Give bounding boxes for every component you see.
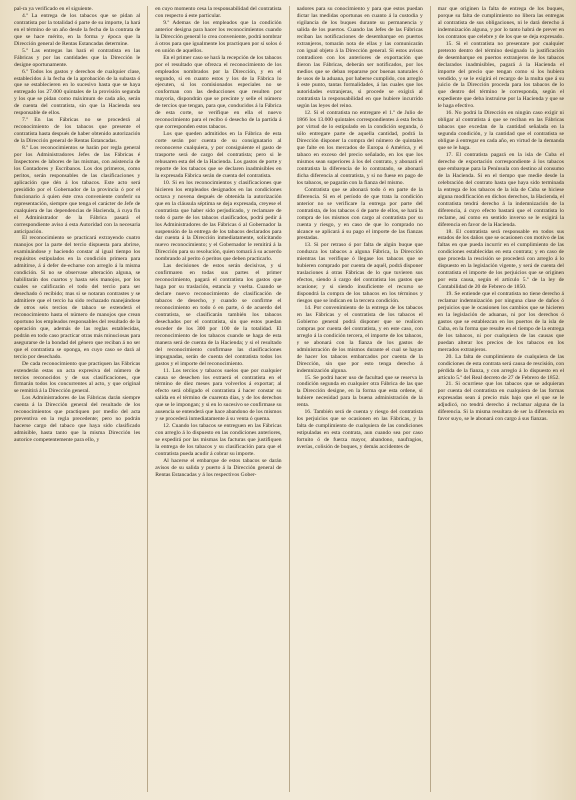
- paragraph: Al hacerse el embarque de estos tabacos se darán avisos de su salida y puerto á la Dirección general de Rentas Estancadas y á los respectivos Gober-: [155, 457, 282, 478]
- column-rule: [430, 6, 431, 792]
- paragraph: en cuyo momento cesa la responsabilidad del contratista con respecto á este particular.: [155, 6, 282, 19]
- paragraph: Contratista que se abonará todo ó en parte de la diferencia. Si en el período de que trata la condición anterior no se verificare la entrega por parte del contratista, de los tabacos ó de parte de ellos, se hará la compra de los mismos con cargo al contratista por su cuenta y riesgo, y en caso de que lo comprado no alcance se aplicará á su pago el importe de las fianzas prestadas.: [296, 186, 423, 242]
- column-2: [155, 6, 281, 792]
- paragraph: De cada reconocimiento que practiquen las Fábricas extenderán estas un acta expresiva del número de tercios reconocidos y de sus clasificaciones, que firmarán todos los concurrentes al acto, y que original se remitirá á la Dirección general.: [14, 360, 141, 395]
- paragraph: Los que queden admitidos en la Fábrica de esta corte serán por cuenta de su consignatario al reconocerse cualquiera, y por consiguiente el gasto de trasporte será de cargo del contratista; pero si le rehusaren esta del de la Hacienda. Los gastos de porte y reporte de los tabacos que se declaren inadmisibles en la expresada Fábrica serán de cuenta del contratista.: [155, 131, 282, 179]
- paragraph: El reconocimiento se practicará extrayendo cuatro manojos por la parte del tercio dispuesta para abrirse, examinándose y haciendo constar al igual tiempo los requisitos estipulados en la condición primera para admitirse, á á defer de-echarse con arreglo á la misma condición. Si no se observase alteración alguna, se habilitarán dos cuartos y hasta seis manojos, por los cuales se calificarán el todo del tercio para ser desechado ó recibido; mas si se notaran contrastes y se admitiere que el tercio ha sido rechazado manejándose de otros seis tercios de tabaco se extenderá el reconocimiento hasta el número de manojos que crean oportuno los empleados responsables del resultado de la operación que, además de las reglas establecidas, podrán en todo caso practicar otras más minuciosas para asegurarse de la bondad del género que reciban á no ser que el contratista se oponga, en cuyo caso se dará al tercio por desechado.: [14, 235, 141, 360]
- paragraph: mar que originen la falta de entrega de los buques, porque su falta de cumplimiento no libera las entregas al contratista de sus obligaciones, ni le dará derecho á indemnización alguna, y por lo tanto habrá de prever en los contratos que celebre y de los que se deja expresado.: [437, 6, 564, 40]
- paragraph: En el primer caso se hará la recepción de los tabacos por el resultado que ofrezca el reconocimiento de los empleados nombrados por la Dirección, y en el segundo, si en cuanto estos y los de la Fábrica lo ejecuten, si los comisionados especiales no se conforman con las deducciones que resulten por mayoría, dispondrán que se precinte y selle el número de tercios que tengan, para que, conducidos á la Fábrica de esta corte, se verifique en ella el nuevo reconocimiento para el recibo ó desecho de la partida á que corresponden estos tabacos.: [155, 54, 282, 131]
- paragraph: 16. No podrá la Dirección en ningún caso exigir ni obligar al contratista á que se reciban en las Fábricas tabacos que excedan de la cantidad señalada en la segunda condición, y la cantidad que el contratista se obligue á entregar en cada año, en virtud de la demanda que se le haga.: [437, 110, 564, 152]
- paragraph: 16. También será de cuenta y riesgo del contratista los perjuicios que se ocasionen en las Fábricas, y la falta de cumplimiento de cualquiera de las condiciones estipuladas en esta contrata, aun cuando sea por caso fortuito ó de fuerza mayor, abandono, naufragios, averías, colisión de buques, y demás accidentes de: [296, 409, 423, 451]
- paragraph: 13. Si por retraso ó por falta de algún buque que conduzca los tabacos a alguna Fábrica, la Dirección mientras las verifique ó llegase los tabacos que se hubieren comprado por cuenta de aquél, podrá disponer traslaciones á otras Fábricas de lo que tuvieren sus efectos, siendo á cargo del contratista los gastos que ocasione; y si siendo insuficiente el recurso se dispondrá la compra de los tabacos en los términos y riesgos que se indican en la tercera condición.: [296, 242, 423, 305]
- column-rule: [289, 6, 290, 792]
- paragraph: 5.º Las entregas las hará el contratista en las Fábricas y por las cantidades que la Dirección le designe oportunamente.: [14, 47, 141, 68]
- paragraph: 15. Se podrá hacer uso de facultad que se reserva la condición segunda en cualquier otra Fábrica de las que la Dirección designe, en la forma que esta ordene, si hubiere necesidad para la buena administración de la renta.: [296, 374, 423, 409]
- column-1: [14, 6, 140, 792]
- column-rule: [147, 6, 148, 792]
- paragraph: 6.º Todos los gastos y derechos de cualquier clase, establecidos á la fecha de la aprobación de la subasta ó que se establecieren en lo sucesivo hasta que se haya entregado los 27.000 quintales de la provisión segunda y los que se pidan como máximum de cada año, serán de cuenta del contratista, sin que la Hacienda sea responsable de ellos.: [14, 68, 141, 117]
- paragraph: 9.º Ademas de los empleados que la condición anterior designa para hacer los reconocimientos cuando la Dirección general lo crea conveniente, podrá nombrar á otros para que igualmente los practiquen por sí solos ó en unión de aquellos.: [155, 19, 282, 54]
- paragraph: 11. Los tercios y tabacos suelos que por cualquier causa se desechen los extraerá el contratista en el término de diez meses para volverlos á exportar; al efecto será obligado el contratista á hacer constar su salida en el término de cuarenta días, y de los derechos que se le impongan; y si en lo sucesivo se confirmase su ausencia se entenderá que hace abandono de los mismos y se procederá inmediatamente á su venta ó quema.: [155, 367, 282, 423]
- column-3: [297, 6, 423, 792]
- paragraph: 18. El contratista será responsable en todos sus estados de los daños que se ocasionen con motivo de las faltas en que pueda incurrir en el cumplimiento de las condiciones establecidas en esta contrata; y en caso de que proceda la rescisión se procederá con arreglo á lo dispuesto en la legislación vigente, y será de cuenta del contratista el importe de los perjuicios que se originen por esta causa, según el artículo 5.º de la ley de Contabilidad de 20 de Febrero de 1850.: [437, 228, 564, 291]
- column-4: [438, 6, 564, 792]
- paragraph: 4.º La entrega de los tabacos que se pidan al contratista por la totalidad ó parte de su importe, la hará en el término de un año desde la fecha de la contrata de que se hace mérito, en la forma y época que la Dirección general de Rentas Estancadas determine.: [14, 12, 141, 47]
- paragraph: nadores para su conocimiento y para que estos puedan dictar las medidas oportunas en cuanto á la custodia y vigilancia de los buques durante su permanencia y salida de los puertos. Cuando las Jefes de las Fábricas reciban las notificaciones de desembarque en puertos extranjeros, tomarán nota de ellas y las comunicarán con igual objeto á la Dirección general. Si estos avisos contradicen con los anteriores de exportación que dieron las Fábricas, deberán ser notificados, por los medios que se deban repararse por buenas naturales ó de usos de la aduana, por haberse cumplido, con arreglo á este punto, tantas formalidades, á las cuales que los autoridades extranjeras, si procede se exigirá al contratista la responsabilidad en que hubiere incurrido según las leyes del reino.: [296, 6, 423, 110]
- text-columns: [14, 6, 564, 792]
- paragraph: 7.º En las Fábricas no se procederá al reconocimiento de los tabacos que presente el contratista hasta después de haber obtenido autorización de la Dirección general de Rentas Estancadas.: [14, 117, 141, 145]
- paragraph: pal-ra ya verificado en el siguiente.: [14, 6, 93, 12]
- paragraph: 12. Cuando los tabacos se entreguen en las Fábricas con arreglo á lo dispuesto en las condiciones anteriores, se expedirá por las mismas las facturas que justifiquen la entrega de los tabacos y su clasificación para que el contratista pueda acudir á cobrar su importe.: [155, 423, 282, 457]
- paragraph: 21. Si ocurriese que los tabacos que se adquieran por cuenta del contratista en cualquiera de las formas expresadas sean á precio más bajo que el que se le adjudicó, no tendrá derecho á reclamar alguna de la diferencia. Si la misma resultara de ser la diferencia en favor suyo, se le abonará con cargo á sus fianzas.: [437, 381, 564, 423]
- paragraph: Los Administradores de las Fábricas darán siempre cuenta á la Dirección general del resultado de los reconocimientos que practiquen por medio del acta preventiva en la regla precedente; pero no podrán hacerse cargo del tabaco que haya sido clasificado admisible, hasta tanto que la misma Dirección les autorice competentemente para ello, y: [14, 395, 141, 444]
- paragraph: Las decisiones de estos serán decisivas, y si confirmaren en todas sus partes el primer reconocimiento, pagará el contratista los gastos que haga por su traslación, estancia y vuelta. Cuando se declare nuevo reconocimiento de clasificación de tabacos de desecho, y cuando se confirme el reconocimiento en todo ó en parte, ó de acuerdo del contratista, se clasificarán también los tabacos desechados por el contratista, sin que estos puedan exceder de los 300 por 100 de la totalidad. El reconocimiento de los tabacos cuando se haga de esta manera será de cuenta de la Hacienda; y si el resultado del reconocimiento confirmase las clasificaciones impugnadas, serán de cuenta del contratista todos los gastos y el importe del reconocimiento.: [155, 263, 282, 367]
- paragraph: 20. La falta de cumplimiento de cualquiera de las condiciones de esta contrata será causa de rescisión, con pérdida de la fianza, y con arreglo á lo dispuesto en el artículo 5.º del Real decreto de 27 de Febrero de 1852.: [437, 353, 564, 381]
- paragraph: 12. Si el contratista no entregare el 1.º de Julio de 1866 los 13.000 quintales correspondientes á esta fecha por virtud de lo estipulado en la condición segunda, ó sólo entregare parte de aquella cantidad, podrá la Dirección disponer la compra del número de quintales que falte en los mercados de Europa ó América, y el tabaco en exceso del precio señalado, en los que los mismos sean superiores á los del contrato, y abonará el contratista la diferencia de lo contratado, se abonará dicha diferencia al contratista, y si no fuese en pago de los tabacos, se pagarán con la fianza del mismo.: [296, 110, 423, 186]
- paragraph: 10. Si en los reconocimientos y clasificaciones que hicieren los empleados designados en las condiciones octava y novena después de obtenida la autorización que en la cláusula séptima se deja expresada, creyese el contratista que haber sido perjudicado, y reclamare de todo ó parte de los tabacos clasificados, podrá pedir á los Administradores de las Fábricas ó al Gobernador la suspensión de la entrega de los tabacos declarados para dar cuenta á la Dirección inmediatamente, solicitando nuevo reconocimiento; y el Gobernador le remitirá á la Dirección para su resolución, quien tomará á su acuerdo nombrando al perito ó peritos que deben practicarlo.: [155, 179, 282, 263]
- paragraph: 19. Se entiende que el contratista no tiene derecho á reclamar indemnización por ninguna clase de daños ó perjuicios que le ocasionen los cambios que se hicieren en la legislación de aduanas, ni por los derechos ó gastos que se establezcan en los puertos de la isla de Cuba, en la forma que resulte en el tiempo de la entrega de los tabacos, ni por cualquiera de las causas que puedan alterar los precios de los tabacos en los mercados extranjeros.: [437, 291, 564, 353]
- paragraph: 8.º Los reconocimientos se harán por regla general por los Administradores Jefes de las Fábricas é Inspectores de labores de las mismas, con asistencia de los Contadores y Escribanos. Los dos primeros, como peritos, serán responsables de las clasificaciones y aplicación que dén á los tabacos. Este acto será presidido por el Gobernador de la provincia ó por el funcionario á quien éste crea conveniente conferir su representación, siempre que tenga el carácter de Jefe de cualquiera de las dependencias de Hacienda, á cuya fin el Administrador de la Fábrica pasará el correspondiente aviso á esta Autoridad con la necesaria anticipación.: [14, 145, 141, 235]
- paragraph: 17. El contratista pagará en la isla de Cuba el derecho de exportación correspondiente á los tabacos que embarque para la Península con destino al consumo de la Hacienda. Si en el tiempo que medie desde la celebración del contrato hasta que haya sido terminada la entrega de los tabacos de la isla de Cuba se hiciese alguna modificación en dichos derechos, la Hacienda, el contratista tendrá derecho á la indemnización de la diferencia, á cuyo efecto bastará que el contratista lo reclame, así como en sentido inverso se le exigirá la diferencia en favor de la Hacienda.: [437, 152, 564, 228]
- paragraph: 14. Por convenimiento de la entrega de los tabacos en las Fábricas y el contratista de los tabacos el Gobierno general podrá disponer que se realicen compras por cuenta del contratista, y en este caso, con arreglo á la condición tercera, el importe de los tabacos, y se abonará con la fianza de los gastos de administración de los mismos durante el cual se hayan de hacer los tabacos embarcados por cuenta de la Dirección, sin que por esto tenga derecho á indemnización alguna.: [296, 304, 423, 374]
- paragraph: 15. Si el contratista no presentare por cualquier pretexto dentro del término designado la justificación de desembarque en puertos extranjeros de los tabacos declarados inadmisibles, pagará á la Hacienda el importe del precio que tengan como si los hubiera vendido, y se le exigirá el recargo de la multa que á su juicio de la Dirección proceda para los tabacos de lo que dentro del término le corresponda, según el expediente que deba instruirse por la Hacienda y que se le haga efectivo.: [437, 40, 564, 110]
